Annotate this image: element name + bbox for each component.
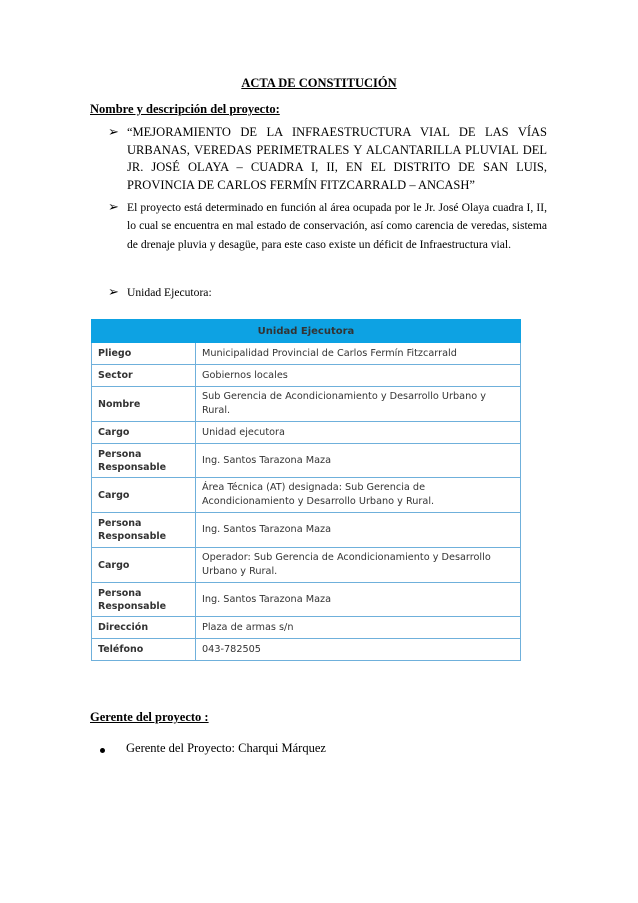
arrowhead-bullet-icon: ➢ xyxy=(108,199,119,214)
row-value: Operador: Sub Gerencia de Acondicionamiento y Desarrollo Urbano y Rural. xyxy=(196,548,521,583)
table-row xyxy=(92,444,521,478)
row-value: Unidad ejecutora xyxy=(196,422,521,444)
row-label: Persona Responsable xyxy=(92,583,196,617)
round-bullet-icon xyxy=(100,748,105,753)
row-value: Ing. Santos Tarazona Maza xyxy=(196,444,521,478)
row-label: Dirección xyxy=(92,617,196,639)
table-row xyxy=(92,513,521,548)
row-label: Cargo xyxy=(92,548,196,583)
project-name-text: “MEJORAMIENTO DE LA INFRAESTRUCTURA VIAL DE LAS VÍAS URBANAS, VEREDAS PERIMETRALES Y ALCANTARILLA PLUVIAL DEL JR. JOSÉ OLAYA – CUADRA I, II, EN EL DISTRITO DE SAN LUIS, PROVINCIA DE CARLOS FERMÍN FITZCARRALD – ANCASH” xyxy=(127,125,547,192)
row-label: Persona Responsable xyxy=(92,444,196,478)
table-row xyxy=(92,639,521,661)
row-value: Ing. Santos Tarazona Maza xyxy=(196,513,521,548)
row-label: Teléfono xyxy=(92,639,196,661)
table-row xyxy=(92,387,521,422)
row-label: Persona Responsable xyxy=(92,513,196,548)
executing-unit-table xyxy=(91,319,521,661)
row-value: Área Técnica (AT) designada: Sub Gerencia de Acondicionamiento y Desarrollo Urbano y Rural. xyxy=(196,478,521,513)
row-value: Gobiernos locales xyxy=(196,365,521,387)
table-row xyxy=(92,343,521,365)
row-value: Municipalidad Provincial de Carlos Fermín Fitzcarrald xyxy=(196,343,521,365)
project-description-bullet xyxy=(108,199,548,273)
executing-unit-bullet xyxy=(108,284,548,304)
row-value: Sub Gerencia de Acondicionamiento y Desarrollo Urbano y Rural. xyxy=(196,387,521,422)
row-label: Cargo xyxy=(92,422,196,444)
row-value: 043-782505 xyxy=(196,639,521,661)
row-label: Cargo xyxy=(92,478,196,513)
row-value: Plaza de armas s/n xyxy=(196,617,521,639)
table-header: Unidad Ejecutora xyxy=(92,320,521,343)
executing-unit-text: Unidad Ejecutora: xyxy=(127,286,212,299)
table-row xyxy=(92,478,521,513)
document-title: ACTA DE CONSTITUCIÓN xyxy=(241,76,397,90)
arrowhead-bullet-icon: ➢ xyxy=(108,124,119,139)
row-label: Pliego xyxy=(92,343,196,365)
table-row xyxy=(92,422,521,444)
row-value: Ing. Santos Tarazona Maza xyxy=(196,583,521,617)
project-name-bullet xyxy=(108,124,548,194)
arrowhead-bullet-icon: ➢ xyxy=(108,284,119,299)
table-row xyxy=(92,617,521,639)
table-header-row xyxy=(92,320,521,343)
row-label: Nombre xyxy=(92,387,196,422)
project-section-heading: Nombre y descripción del proyecto: xyxy=(90,102,280,116)
manager-section-heading: Gerente del proyecto : xyxy=(90,710,209,724)
row-label: Sector xyxy=(92,365,196,387)
table-row xyxy=(92,583,521,617)
table-row xyxy=(92,548,521,583)
manager-text: Gerente del Proyecto: Charqui Márquez xyxy=(126,741,326,755)
table-row xyxy=(92,365,521,387)
project-description-text: El proyecto está determinado en función al área ocupada por le Jr. José Olaya cuadra I, II, lo cual se encuentra en mal estado de conservación, así como carencia de veredas, sistema de drenaje pluvia y desagüe, para este caso existe un déficit de Infraestructura vial. xyxy=(127,201,547,251)
